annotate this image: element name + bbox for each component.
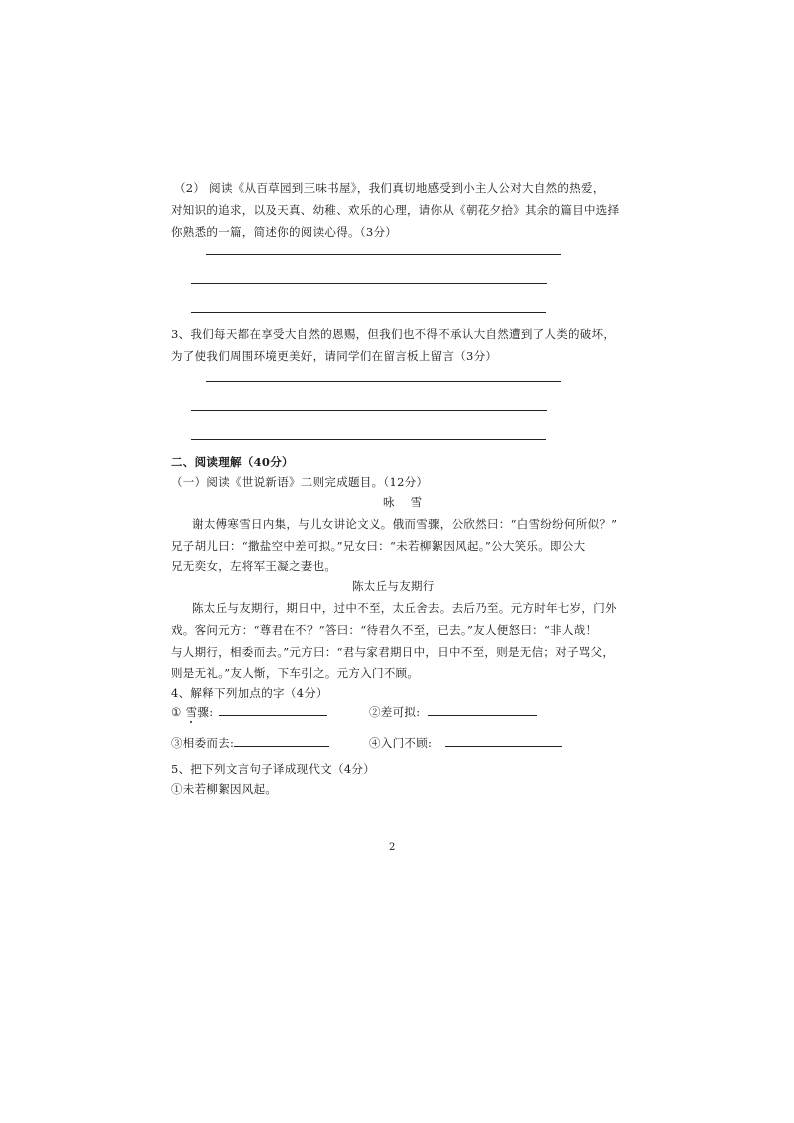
passage-line: 则是无礼。”友人惭，下车引之。元方入门不顾。 bbox=[171, 666, 420, 680]
passage-title: 陈太丘与友期行 bbox=[352, 579, 435, 593]
passage-line: 戏。客问元方：“尊君在不？”答曰：“待君久不至，已去。”友人便怒曰：“非人哉！ bbox=[171, 623, 598, 637]
q4-item-c-label: ③相委而去: bbox=[171, 736, 235, 750]
page-number: 2 bbox=[389, 842, 396, 853]
section-heading: 二、阅读理解（40分） bbox=[171, 455, 294, 469]
q2-line-3: 你熟悉的一篇，简述你的阅读心得。（3分） bbox=[171, 225, 398, 239]
q2-line-2: 对知识的追求，以及天真、幼稚、欢乐的心理，请你从《朝花夕拾》其余的篇目中选择 bbox=[171, 203, 620, 217]
answer-line[interactable] bbox=[191, 439, 546, 440]
passage-line: 兄子胡儿曰：“撒盐空中差可拟。”兄女曰：“未若柳絮因风起。”公大笑乐。即公大 bbox=[171, 539, 586, 553]
passage-line: 与人期行，相委而去。”元方曰：“君与家君期日中，日中不至，则是无信；对子骂父， bbox=[171, 645, 615, 659]
answer-line[interactable] bbox=[191, 410, 547, 411]
passage-line: 兄无奕女，左将军王凝之妻也。 bbox=[171, 559, 337, 573]
q3-line-2: 为了使我们周围环境更美好，请同学们在留言板上留言（3分） bbox=[171, 349, 498, 363]
q5-item-1: ①未若柳絮因风起。 bbox=[171, 782, 278, 796]
q2-line-1: （2） 阅读《从百草园到三味书屋》，我们真切地感受到小主人公对大自然的热爱， bbox=[174, 181, 605, 195]
q4-item-a-prefix: ① bbox=[171, 705, 186, 719]
answer-line[interactable] bbox=[191, 312, 546, 313]
q4-item-d-label: ④入门不顾: bbox=[369, 736, 433, 750]
q4-item-c-blank[interactable] bbox=[234, 746, 329, 747]
q4-item-a-suffix: : bbox=[209, 705, 214, 719]
dotted-char: 雪 bbox=[185, 705, 198, 719]
section-subheading: （一）阅读《世说新语》二则完成题目。（12分） bbox=[171, 475, 429, 489]
q4-item-a-label bbox=[171, 704, 213, 720]
answer-line[interactable] bbox=[191, 283, 547, 284]
q4-item-b-label: ②差可拟: bbox=[369, 705, 421, 719]
answer-line[interactable] bbox=[206, 381, 561, 382]
q4-heading: 4、解释下列加点的字（4分） bbox=[171, 686, 328, 700]
q4-item-a-blank[interactable] bbox=[219, 715, 327, 716]
answer-line[interactable] bbox=[206, 254, 561, 255]
passage-line: 陈太丘与友期行，期日中，过中不至，太丘舍去。去后乃至。元方时年七岁，门外 bbox=[192, 601, 617, 615]
passage-line: 谢太傅寒雪日内集，与儿女讲论文义。俄而雪骤，公欣然曰：“白雪纷纷何所似？” bbox=[192, 517, 618, 531]
q4-item-b-blank[interactable] bbox=[428, 715, 537, 716]
q3-line-1: 3、我们每天都在享受大自然的恩赐，但我们也不得不承认大自然遭到了人类的破坏， bbox=[171, 327, 616, 341]
passage-title: 咏 雪 bbox=[383, 495, 423, 509]
q4-item-a-word2: 骤 bbox=[197, 705, 210, 719]
q5-heading: 5、把下列文言句子译成现代文（4分） bbox=[171, 762, 376, 776]
q4-item-d-blank[interactable] bbox=[445, 746, 562, 747]
